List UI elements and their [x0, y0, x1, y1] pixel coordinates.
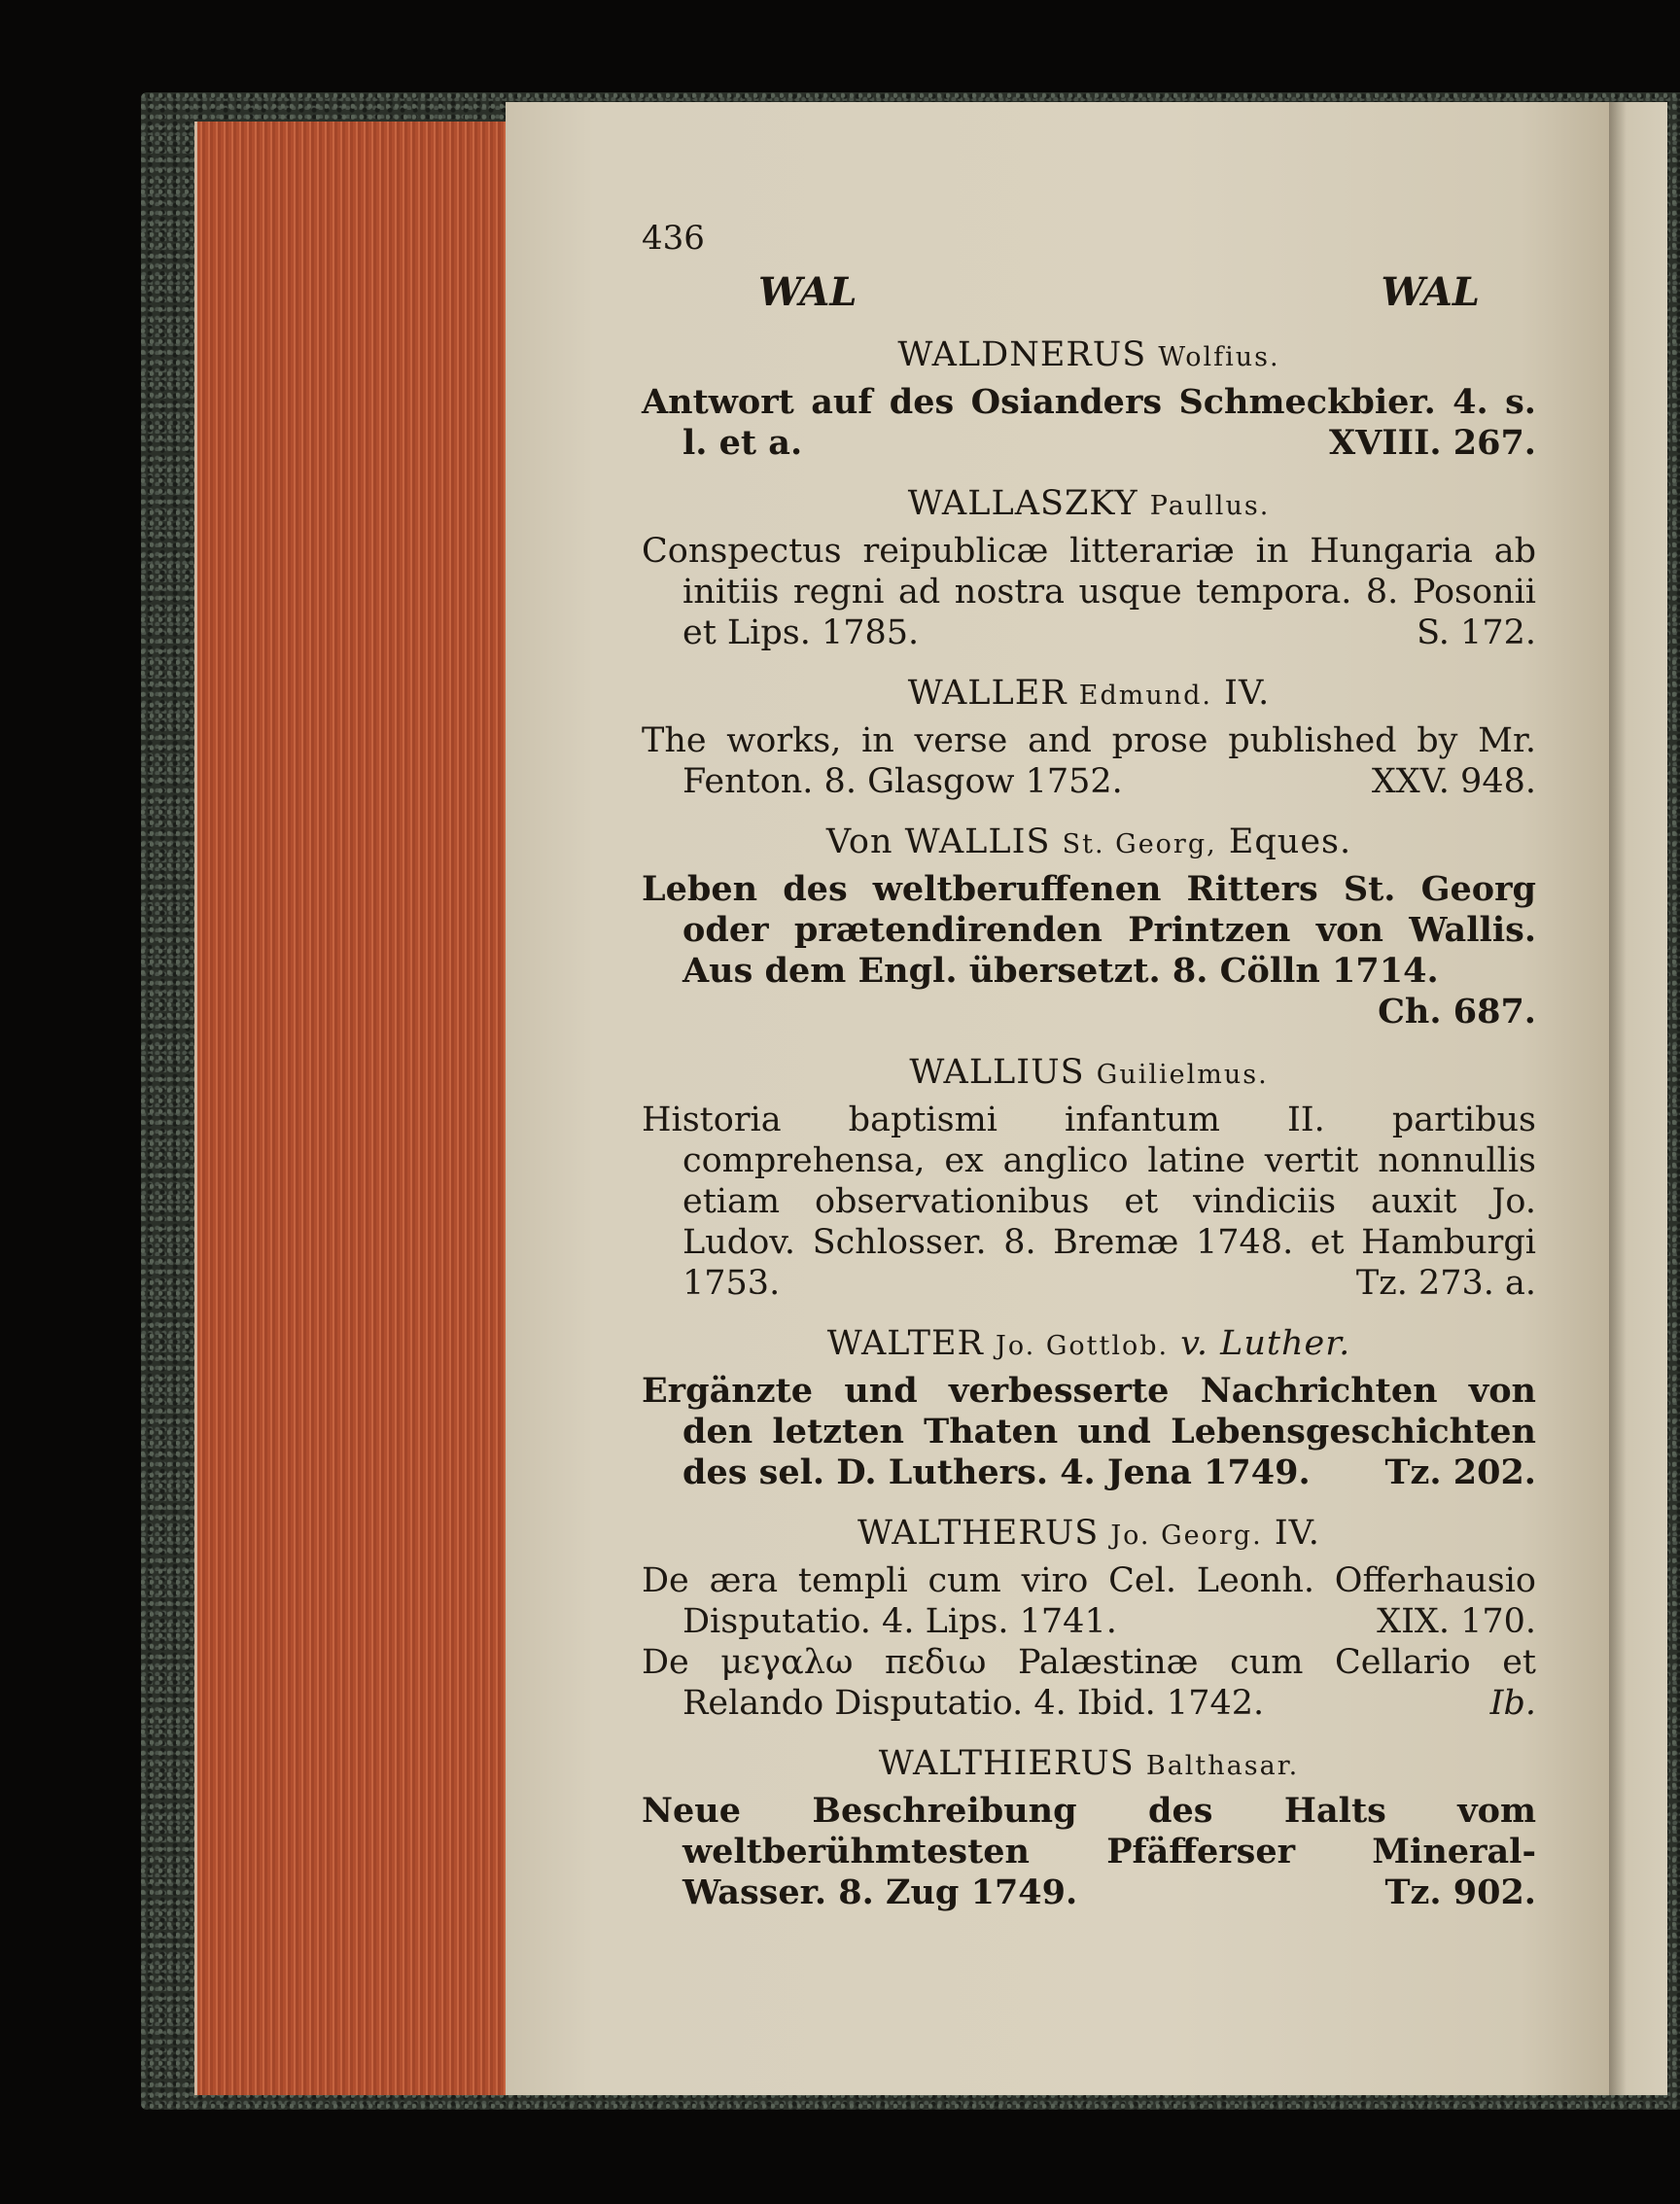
entry-reference: Tz. 202.: [1384, 1452, 1536, 1492]
entry-reference: Tz. 902.: [1384, 1872, 1536, 1912]
page-text-block: [642, 219, 1536, 1920]
entry-reference: S. 172.: [1417, 613, 1536, 652]
author-forename: Paullus.: [1149, 491, 1271, 521]
entry: [642, 1509, 1536, 1724]
author-surname: WALDNERUS: [897, 335, 1147, 374]
entry-heading: [642, 331, 1536, 382]
entry-heading: [642, 1509, 1536, 1560]
entry: [642, 818, 1536, 1032]
author-surname: WALLER: [907, 674, 1068, 713]
author-forename: Edmund.: [1078, 681, 1213, 711]
entry-heading: [642, 479, 1536, 531]
entry-reference: XXV. 948.: [1371, 762, 1536, 801]
entry-title: De æra templi cum viro Cel. Leonh. Offerhausio Disputatio. 4. Lips. 1741. XIX. 170.: [642, 1561, 1536, 1641]
page-edges: [194, 122, 508, 2095]
entry: [642, 1319, 1536, 1493]
entry: [642, 1048, 1536, 1304]
entry-reference: Ch. 687.: [1378, 992, 1536, 1032]
entry-title: Antwort auf des Osianders Schmeckbier. 4. s. l. et a. XVIII. 267.: [642, 382, 1536, 463]
heading-extra: IV.: [1224, 674, 1271, 713]
entry-reference: Ib.: [1489, 1684, 1536, 1723]
facing-page-edge: [1609, 102, 1667, 2095]
entry: [642, 1739, 1536, 1913]
page-number: 436: [642, 219, 705, 258]
entry-heading: [642, 669, 1536, 720]
author-surname: WALTHERUS: [858, 1514, 1100, 1553]
entry-heading: [642, 1319, 1536, 1371]
author-surname: Von WALLIS: [825, 822, 1051, 861]
author-surname: WALTHIERUS: [878, 1744, 1135, 1783]
entry-title: The works, in verse and prose published by Mr. Fenton. 8. Glasgow 1752. XXV. 948.: [642, 721, 1536, 801]
author-surname: WALTER: [826, 1324, 984, 1363]
heading-extra: Eques.: [1228, 822, 1352, 861]
entry-reference: XIX. 170.: [1377, 1602, 1536, 1641]
entry-heading: [642, 1048, 1536, 1100]
entry-title: Neue Beschreibung des Halts vom weltberühmtesten Pfäfferser Mineral-Wasser. 8. Zug 1749. Tz. 902.: [642, 1791, 1536, 1912]
entry-title: Conspectus reipublicæ litterariæ in Hungaria ab initiis regni ad nostra usque tempora. 8. Posonii et Lips. 1785. S. 172.: [642, 532, 1536, 652]
heading-extra: IV.: [1274, 1514, 1320, 1553]
entry-title: Ergänzte und verbesserte Nachrichten von den letzten Thaten und Lebensgeschichten des sel. D. Luthers. 4. Jena 1749. Tz. 202.: [642, 1371, 1536, 1492]
author-surname: WALLIUS: [909, 1053, 1085, 1092]
entry-reference: Tz. 273. a.: [1355, 1264, 1536, 1303]
entry-title: Historia baptismi infantum II. partibus comprehensa, ex anglico latine vertit nonnullis etiam observationibus et vindiciis auxit Jo. Ludov. Schlosser. 8. Bremæ 1748. et Hamburgi 1753. Tz. 273. a.: [642, 1101, 1536, 1303]
running-head-left: WAL: [758, 269, 858, 315]
entry-heading: [642, 818, 1536, 869]
entry: [642, 331, 1536, 464]
author-forename: Wolfius.: [1158, 342, 1280, 372]
author-forename: Guilielmus.: [1096, 1060, 1269, 1090]
author-forename: Balthasar.: [1145, 1751, 1300, 1781]
entry-reference: XVIII. 267.: [1328, 423, 1536, 463]
entry: [642, 669, 1536, 802]
author-surname: WALLASZKY: [907, 484, 1138, 523]
author-forename: Jo. Gottlob.: [996, 1331, 1170, 1361]
entry-title: Leben des weltberuffenen Ritters St. Georg oder prætendirenden Printzen von Wallis. Aus dem Engl. übersetzt. 8. Cölln 1714. Ch. 687.: [642, 869, 1536, 1032]
entry-title: De μεγαλω πεδιω Palæstinæ cum Cellario et Relando Disputatio. 4. Ibid. 1742. Ib.: [642, 1643, 1536, 1723]
heading-extra: v. Luther.: [1180, 1324, 1351, 1363]
author-forename: St. Georg,: [1062, 829, 1217, 859]
entry-list: [642, 331, 1536, 1929]
entry-heading: [642, 1739, 1536, 1791]
running-head-right: WAL: [1381, 269, 1480, 315]
entry: [642, 479, 1536, 653]
author-forename: Jo. Georg.: [1110, 1521, 1263, 1551]
